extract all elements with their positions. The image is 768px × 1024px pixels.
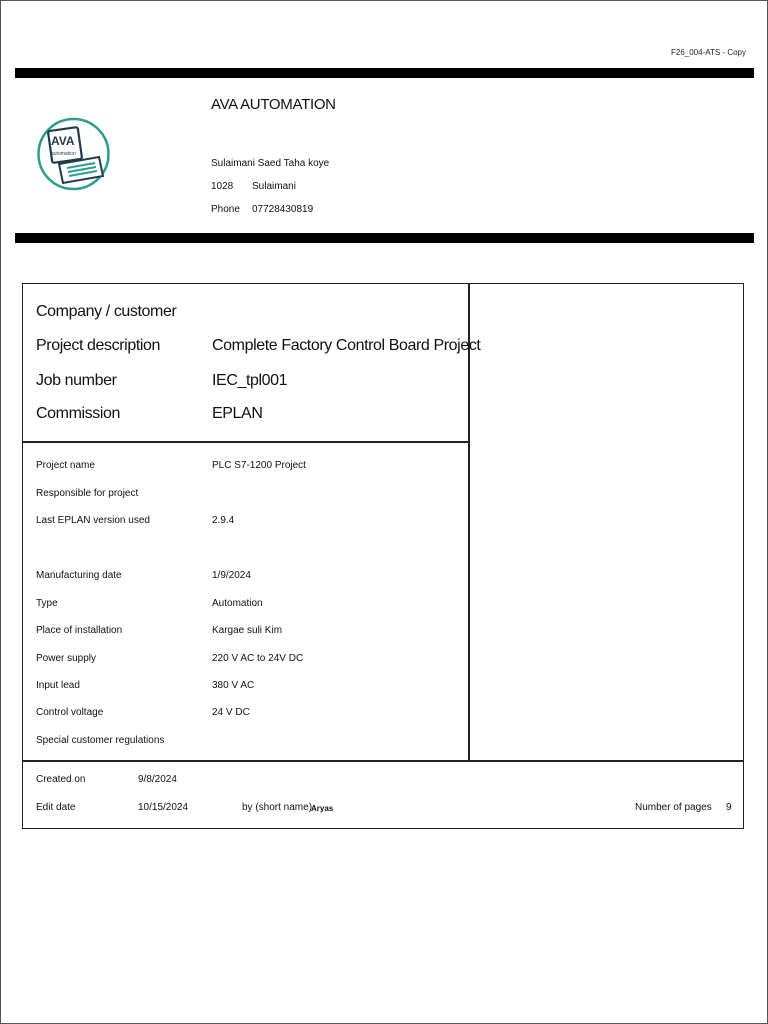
header-top-bar [15,68,754,78]
detail-label: Responsible for project [36,488,139,499]
header-bottom-bar [15,233,754,243]
summary-row-project-description [36,337,481,355]
address-phone-line [211,204,314,215]
by-short-name-label: by (short name) [242,802,313,813]
summary-value: EPLAN [212,405,263,422]
address-city-line [211,181,296,192]
created-on-value: 9/8/2024 [138,774,177,785]
address-city: Sulaimani [252,181,296,192]
detail-row-special-regulations [36,735,164,746]
summary-row-job-number [36,372,288,390]
logo-text-automation: automation [51,151,76,157]
detail-row-control-voltage [36,707,250,718]
detail-label: Control voltage [36,707,104,718]
summary-label: Company / customer [36,303,177,320]
by-short-name-value: Aryas [311,804,334,813]
detail-label: Manufacturing date [36,570,122,581]
phone-label: Phone [211,204,240,215]
summary-row-commission [36,405,263,423]
summary-label: Project description [36,337,161,354]
summary-value: Complete Factory Control Board Project [212,337,481,354]
detail-label: Special customer regulations [36,735,165,746]
detail-value: 220 V AC to 24V DC [212,653,304,664]
detail-value: 2.9.4 [212,515,235,526]
company-name: AVA AUTOMATION [211,96,336,113]
detail-row-eplan-version [36,515,235,526]
edit-date-label: Edit date [36,802,76,813]
phone-value: 07728430819 [252,204,314,215]
detail-label: Place of installation [36,625,123,636]
detail-row-project-name [36,460,306,471]
title-sheet [22,283,744,829]
logo-text-ava: AVA [51,134,75,148]
detail-label: Last EPLAN version used [36,515,150,526]
summary-label: Commission [36,405,121,422]
detail-row-input-lead [36,680,255,691]
summary-value: IEC_tpl001 [212,372,288,389]
detail-row-place-of-installation [36,625,283,636]
detail-value: Kargae suli Kim [212,625,283,636]
created-on-label: Created on [36,774,86,785]
summary-divider [23,441,469,443]
detail-value: 24 V DC [212,707,250,718]
edit-date-value: 10/15/2024 [138,802,189,813]
sheet-vertical-divider [468,284,470,761]
detail-value: Automation [212,598,263,609]
detail-label: Type [36,598,58,609]
summary-label: Job number [36,372,117,389]
number-of-pages-value: 9 [726,802,732,813]
detail-row-manufacturing-date [36,570,251,581]
address-street: Sulaimani Saed Taha koye [211,158,330,169]
document-reference: F26_004-ATS - Copy [671,48,746,57]
detail-row-power-supply [36,653,304,664]
detail-value: PLC S7-1200 Project [212,460,306,471]
detail-label: Input lead [36,680,80,691]
detail-value: 1/9/2024 [212,570,251,581]
footer-divider [23,760,743,762]
detail-row-type [36,598,263,609]
company-logo [37,84,110,224]
detail-label: Power supply [36,653,97,664]
detail-label: Project name [36,460,95,471]
detail-row-responsible [36,488,138,499]
number-of-pages-label: Number of pages [635,802,712,813]
summary-row-company [36,303,176,321]
address-postcode: 1028 [211,181,234,192]
detail-value: 380 V AC [212,680,255,691]
